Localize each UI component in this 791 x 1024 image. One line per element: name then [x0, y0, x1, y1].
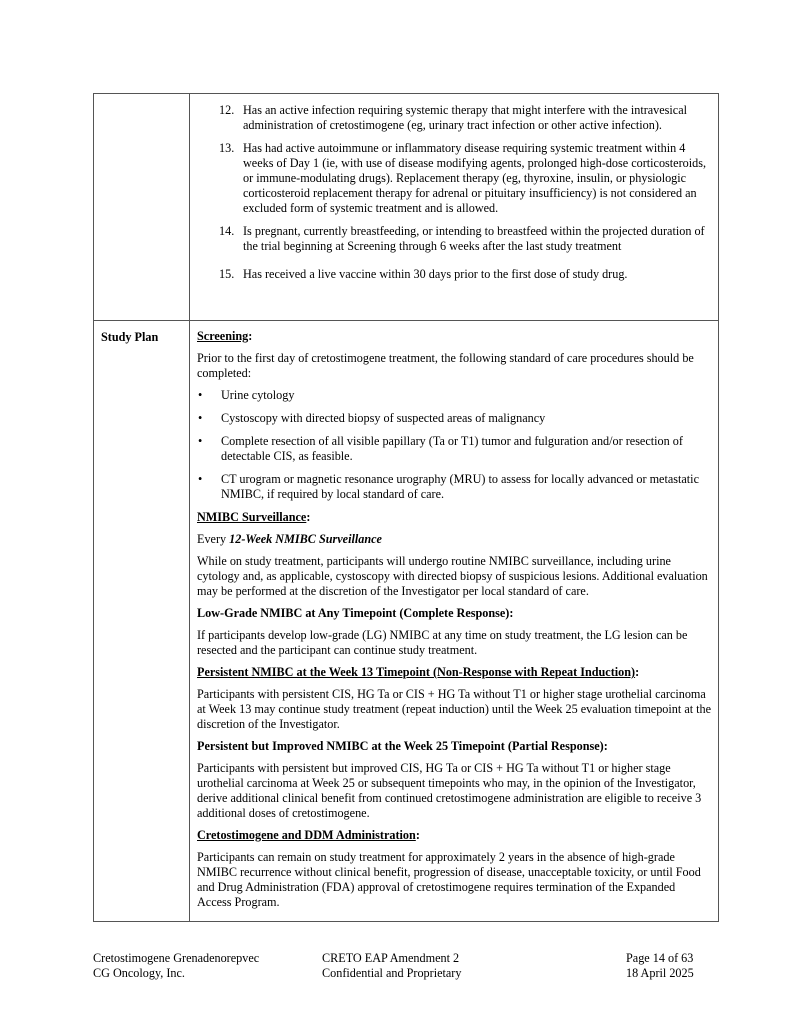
low-grade-text: If participants develop low-grade (LG) NMIBC at any time on study treatment, the LG lesion can be resected and the participant can continue study treatment.	[197, 628, 688, 657]
study-plan-label: Study Plan	[94, 321, 190, 921]
item-number: 14.	[219, 224, 235, 238]
row-label-empty	[94, 94, 190, 320]
protocol-synopsis-table	[93, 93, 719, 922]
exclusion-criteria-cell	[190, 94, 718, 320]
persistent-week13-text: Participants with persistent CIS, HG Ta or CIS + HG Ta without T1 or higher stage urothelial carcinoma at Week 13 may continue study treatment (repeat induction) until the Week 25 evaluation timepoint at the discretion of the Investigator.	[197, 687, 712, 731]
exclusion-criteria-row	[94, 94, 718, 320]
exclusion-item	[219, 267, 712, 282]
study-plan-row	[94, 320, 718, 921]
page-number: Page 14 of 63	[626, 951, 694, 965]
persistent-week25-text: Participants with persistent but improved CIS, HG Ta or CIS + HG Ta without T1 or higher stage urothelial carcinoma at Week 25 or subsequent timepoints who may, in the opinion of the Investigator, derive additional clinical benefit from continued cretostimogene administration are eligible to receive 3 additional doses of cretostimogene.	[197, 761, 702, 820]
item-number: 13.	[219, 141, 235, 155]
footer-page-info	[626, 951, 719, 981]
item-text: Has received a live vaccine within 30 days prior to the first dose of study drug.	[243, 267, 628, 281]
procedure-item: • Complete resection of all visible papillary (Ta or T1) tumor and fulguration and/or resection of detectable CIS, as feasible.	[198, 434, 683, 463]
item-text: Has had active autoimmune or inflammatory disease requiring systemic treatment within 4 weeks of Day 1 (ie, with use of disease modifying agents, prolonged high-dose corticosteroids, or immune-modulating drugs). Replacement therapy (eg, thyroxine, insulin, or physiologic corticosteroid replacement therapy for adrenal or pituitary insufficiency) is not considered an excluded form of systemic treatment and is allowed.	[243, 141, 707, 215]
administration-text: Participants can remain on study treatment for approximately 2 years in the absence of high-grade NMIBC recurrence without clinical benefit, progression of disease, unacceptable toxicity, or until Food and Drug Administration (FDA) approval of cretostimogene requires termination of the Expanded Access Program.	[197, 850, 701, 909]
footer-product: Cretostimogene Grenadenorepvec CG Oncology, Inc.	[93, 951, 260, 980]
item-text: Is pregnant, currently breastfeeding, or intending to breastfeed within the projected duration of the trial beginning at Screening through 6 weeks after the last study treatment	[243, 224, 705, 253]
procedure-item: • CT urogram or magnetic resonance urography (MRU) to assess for locally advanced or metastatic NMIBC, if required by local standard of care.	[198, 472, 699, 501]
item-text: Has an active infection requiring systemic therapy that might interfere with the intravesical administration of cretostimogene (eg, urinary tract infection or other active infection).	[243, 103, 688, 132]
bullet-icon: •	[198, 434, 203, 448]
administration-heading: Cretostimogene and DDM Administration:	[197, 828, 420, 842]
persistent-week13-heading: Persistent NMIBC at the Week 13 Timepoint (Non-Response with Repeat Induction):	[197, 665, 640, 679]
page-footer	[93, 951, 719, 981]
exclusion-item	[219, 141, 712, 216]
procedure-item: • Urine cytology	[198, 388, 295, 402]
footer-document: CRETO EAP Amendment 2 Confidential and Proprietary	[322, 951, 462, 980]
procedure-item: • Cystoscopy with directed biopsy of suspected areas of malignancy	[198, 411, 546, 425]
persistent-week25-heading: Persistent but Improved NMIBC at the Week 25 Timepoint (Partial Response):	[197, 739, 608, 753]
exclusion-item	[219, 103, 712, 133]
item-number: 15.	[219, 267, 235, 281]
exclusion-criteria-list	[197, 103, 712, 282]
item-number: 12.	[219, 103, 235, 117]
bullet-icon: •	[198, 411, 203, 425]
screening-heading: Screening:	[197, 329, 253, 343]
study-plan-cell	[190, 321, 718, 921]
screening-intro: Prior to the first day of cretostimogene treatment, the following standard of care procedures should be completed:	[197, 351, 694, 380]
surveillance-heading: NMIBC Surveillance:	[197, 510, 311, 524]
bullet-icon: •	[198, 472, 203, 486]
low-grade-heading: Low-Grade NMIBC at Any Timepoint (Complete Response):	[197, 606, 514, 620]
exclusion-item	[219, 224, 712, 254]
document-date: 18 April 2025	[626, 966, 694, 980]
bullet-icon: •	[198, 388, 203, 402]
surveillance-frequency: Every 12-Week NMIBC Surveillance	[197, 532, 382, 546]
screening-procedures-list	[197, 388, 712, 502]
surveillance-text: While on study treatment, participants will undergo routine NMIBC surveillance, including urine cytology and, as applicable, cystoscopy with directed biopsy of suspicious lesions. Additional evaluation may be performed at the discretion of the Investigator per local standard of care.	[197, 554, 708, 598]
